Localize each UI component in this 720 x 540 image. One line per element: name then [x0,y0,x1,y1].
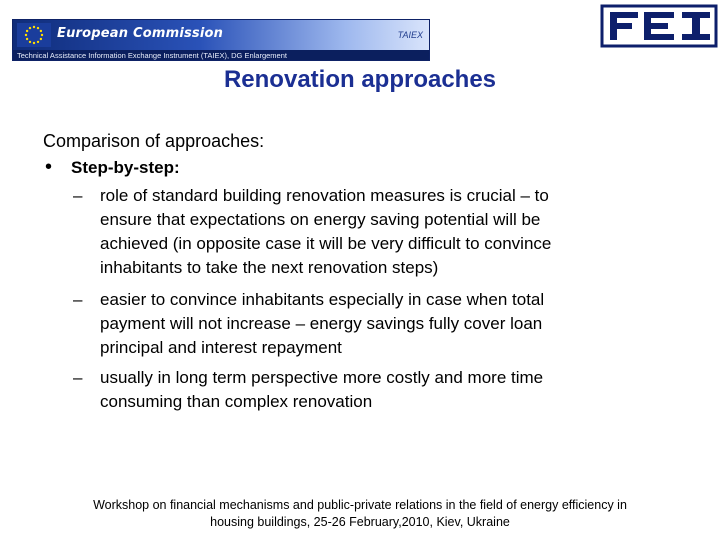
ec-title: European Commission [57,26,224,41]
list-item [100,288,660,360]
taiex-label: TAIEX [397,30,423,40]
dash-marker: – [73,368,83,387]
dash-marker: – [73,186,83,205]
item-line: usually in long term perspective more costly and more time [100,368,544,387]
item-line: role of standard building renovation measures is crucial – to [100,186,549,205]
item-line: principal and interest repayment [100,338,342,357]
dash-marker: – [73,290,83,309]
bullet-label: Step-by-step: [71,158,180,177]
intro-text: Comparison of approaches: [43,131,265,151]
banner-subtitle: Technical Assistance Information Exchange Instrument (TAIEX), DG Enlargement [13,50,429,61]
item-line: inhabitants to take the next renovation steps) [100,258,439,277]
ec-banner [12,19,430,61]
item-line: ensure that expectations on energy saving potential will be [100,210,541,229]
footer-line-2: housing buildings, 25-26 February,2010, Kiev, Ukraine [210,515,510,529]
footer-line-1: Workshop on financial mechanisms and public-private relations in the field of energy efficiency in [93,498,627,512]
list-item [100,184,660,280]
bullet-icon: • [45,156,53,178]
fei-logo [600,4,718,48]
item-line: achieved (in opposite case it will be very difficult to convince [100,234,552,253]
item-line: easier to convince inhabitants especially in case when total [100,290,545,309]
slide-title: Renovation approaches [223,66,497,93]
list-item [100,366,660,414]
item-line: consuming than complex renovation [100,392,373,411]
item-line: payment will not increase – energy savings fully cover loan [100,314,543,333]
footer [40,497,680,531]
eu-flag-icon [17,23,51,47]
